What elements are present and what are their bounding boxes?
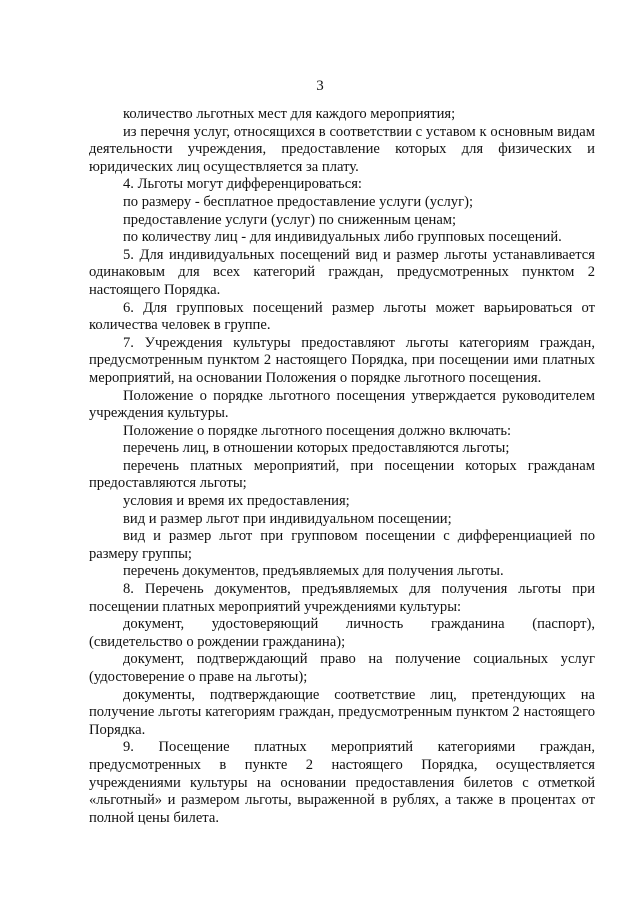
- paragraph: документы, подтверждающие соответствие лиц, претендующих на получение льготы категориям граждан, предусмотренным пунктом 2 настоящего Порядка.: [89, 686, 595, 738]
- page-number: 3: [316, 78, 324, 94]
- paragraph: предоставление услуги (услуг) по сниженным ценам;: [123, 211, 457, 228]
- paragraph: вид и размер льгот при групповом посещении с дифференциацией по размеру группы;: [89, 528, 595, 562]
- paragraph: Положение о порядке льготного посещения утверждается руководителем учреждения культуры.: [89, 387, 595, 422]
- paragraph: 5. Для индивидуальных посещений вид и размер льготы устанавливается одинаковым для всех категорий граждан, предусмотренных пунктом 2 настоящего Порядка.: [89, 246, 595, 298]
- paragraph: условия и время их предоставления;: [123, 493, 350, 510]
- paragraph: перечень платных мероприятий, при посещении которых гражданам предоставляются льготы;: [89, 457, 595, 492]
- paragraph: из перечня услуг, относящихся в соответствии с уставом к основным видам деятельности учреждения, предоставление которых для физических и юридических лиц осуществляется за плату.: [89, 123, 595, 175]
- paragraph: по размеру - бесплатное предоставление услуги (услуг);: [123, 193, 473, 210]
- paragraph: 7. Учреждения культуры предоставляют льготы категориям граждан, предусмотренным пунктом 2 настоящего Порядка, при посещении ими платных мероприятий, на основании Положения о порядке льготного посещения.: [89, 334, 595, 386]
- paragraph: Положение о порядке льготного посещения должно включать:: [123, 422, 512, 439]
- paragraph: 9. Посещение платных мероприятий категориями граждан, предусмотренных в пункте 2 настоящего Порядка, осуществляется учреждениями культуры на основании предоставления билетов с отметкой «льготный» и размером льготы, выраженной в рублях, а также в процентах от полной цены билета.: [89, 739, 595, 826]
- paragraph: перечень лиц, в отношении которых предоставляются льготы;: [123, 440, 510, 457]
- paragraph: вид и размер льгот при индивидуальном посещении;: [123, 510, 452, 527]
- paragraph: документ, подтверждающий право на получение социальных услуг (удостоверение о праве на льготы);: [89, 651, 595, 685]
- paragraph: документ, удостоверяющий личность гражданина (паспорт), (свидетельство о рождении гражданина);: [89, 616, 595, 650]
- paragraph: 6. Для групповых посещений размер льготы может варьироваться от количества человек в группе.: [89, 299, 595, 334]
- paragraph: 8. Перечень документов, предъявляемых для получения льготы при посещении платных мероприятий учреждениями культуры:: [89, 581, 595, 615]
- paragraph: перечень документов, предъявляемых для получения льготы.: [123, 563, 504, 580]
- paragraph: по количеству лиц - для индивидуальных либо групповых посещений.: [123, 229, 562, 246]
- paragraph: 4. Льготы могут дифференцироваться:: [123, 176, 362, 193]
- document-body: [89, 106, 595, 827]
- paragraph: количество льготных мест для каждого мероприятия;: [123, 106, 456, 122]
